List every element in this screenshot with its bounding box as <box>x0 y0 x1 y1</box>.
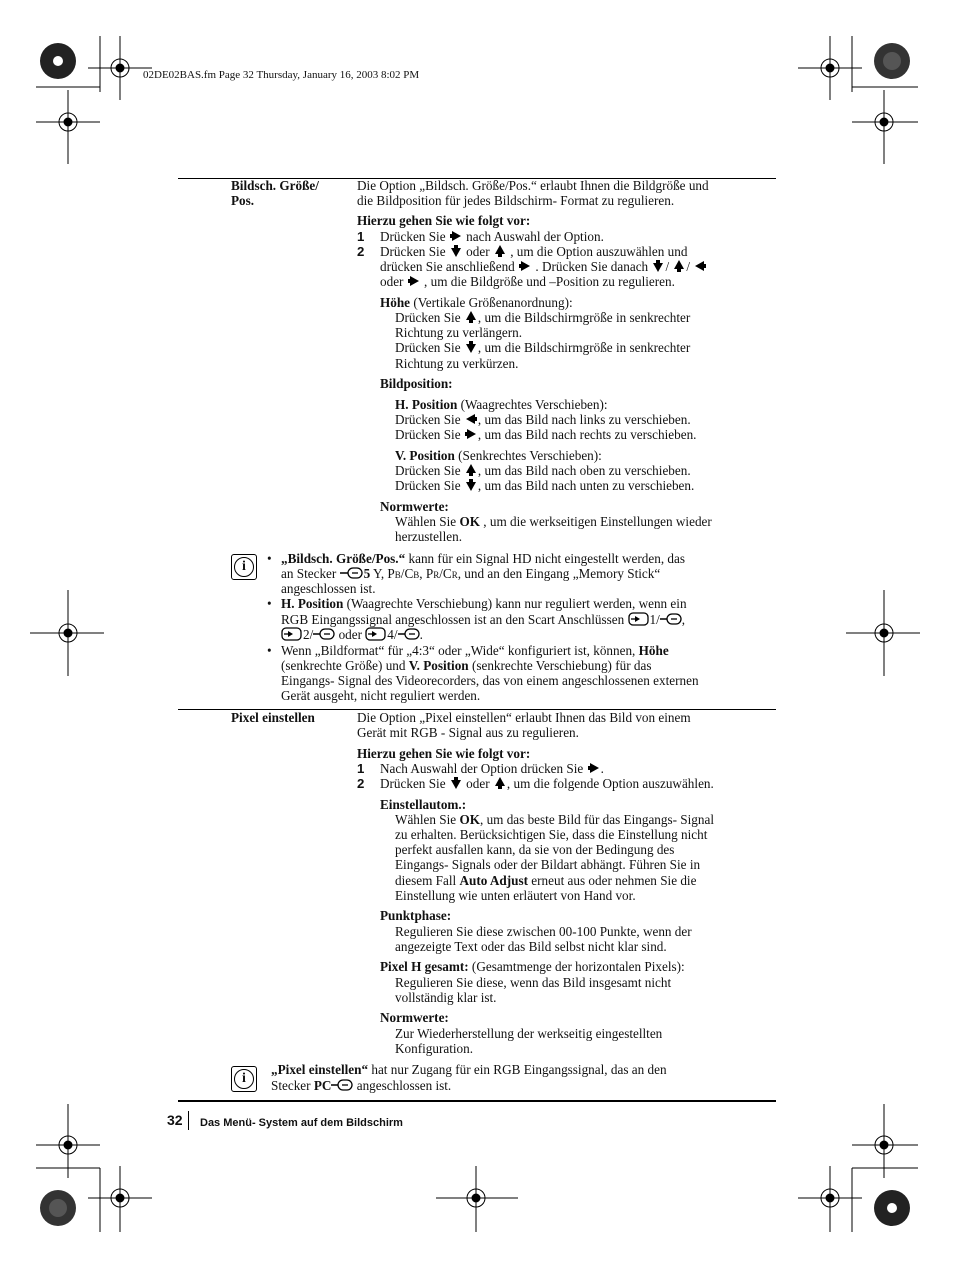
hoehe-text: Richtung zu verkürzen. <box>395 356 519 371</box>
connector-icon <box>313 628 335 643</box>
note-text: RGB Eingangssignal angeschlossen ist an den Scart Anschlüssen 1/ , <box>281 612 685 630</box>
arrow-left-icon <box>693 259 707 276</box>
hoehe-text: Drücken Sie , um die Bildschirmgröße in senkrechter <box>395 340 690 358</box>
hpos-heading: H. Position (Waagrechtes Verschieben): <box>395 397 608 412</box>
step-number: 2 <box>357 776 365 791</box>
pixel-h-text: Regulieren Sie diese, wenn das Bild insgesamt nicht <box>395 975 672 990</box>
scart-in-icon <box>365 627 387 644</box>
step-text: Drücken Sie oder , um die folgende Option auszuwählen. <box>380 776 714 794</box>
pixel-h-text: vollständig klar ist. <box>395 990 497 1005</box>
arrow-down-icon <box>464 478 478 495</box>
note-text: angeschlossen ist. <box>281 581 376 596</box>
page-number: 32 <box>167 1112 183 1128</box>
intro-text: Gerät mit RGB - Signal aus zu regulieren. <box>357 725 579 740</box>
vpos-text: Drücken Sie , um das Bild nach unten zu verschieben. <box>395 478 694 496</box>
normwerte-heading: Normwerte: <box>380 1010 449 1025</box>
section-label: Pos. <box>231 193 255 208</box>
note-bullet: • <box>267 551 272 566</box>
normwerte-text: herzustellen. <box>395 529 463 544</box>
intro-text: Die Option „Pixel einstellen“ erlaubt Ihnen das Bild von einem <box>357 710 691 725</box>
arrow-right-icon <box>464 427 478 444</box>
footer-title: Das Menü- System auf dem Bildschirm <box>200 1117 403 1129</box>
einstellautom-text: perfekt ausfallen kann, da sie von der Bedingung des <box>395 842 675 857</box>
normwerte-heading: Normwerte: <box>380 499 449 514</box>
step-text: oder , um die Bildgröße und –Position zu regulieren. <box>380 274 675 292</box>
footer-rule <box>178 1100 776 1102</box>
einstellautom-text: diesem Fall Auto Adjust erneut aus oder nehmen Sie die <box>395 873 697 888</box>
einstellautom-text: Wählen Sie OK, um das beste Bild für das Eingangs- Signal <box>395 812 715 827</box>
scart-in-icon <box>281 627 303 644</box>
note-text: H. Position (Waagrechte Verschiebung) kann nur reguliert werden, wenn ein <box>281 596 687 611</box>
normwerte-text: Konfiguration. <box>395 1041 474 1056</box>
hpos-text: Drücken Sie , um das Bild nach links zu verschieben. <box>395 412 691 430</box>
step-number: 2 <box>357 244 365 259</box>
note-bullet: • <box>267 596 272 611</box>
howto-heading: Hierzu gehen Sie wie folgt vor: <box>357 746 531 761</box>
howto-heading: Hierzu gehen Sie wie folgt vor: <box>357 213 531 228</box>
einstellautom-text: zu erhalten. Berücksichtigen Sie, dass die Einstellung nicht <box>395 827 708 842</box>
section-label: Bildsch. Größe/ <box>231 178 319 193</box>
hoehe-text: Richtung zu verlängern. <box>395 325 523 340</box>
section-label: Pixel einstellen <box>231 710 315 725</box>
arrow-right-icon <box>407 274 421 291</box>
pixel-h-heading: Pixel H gesamt: (Gesamtmenge der horizontalen Pixels): <box>380 959 685 974</box>
note-text: Gerät ausgeht, nicht reguliert werden. <box>281 688 481 703</box>
punktphase-text: angezeigte Text oder das Bild selbst nicht klar sind. <box>395 939 667 954</box>
step-number: 1 <box>357 229 365 244</box>
connector-icon <box>660 613 682 628</box>
arrow-up-icon <box>493 776 507 793</box>
normwerte-text: Zur Wiederherstellung der werkseitig eingestellten <box>395 1026 663 1041</box>
scart-in-icon <box>628 612 650 629</box>
einstellautom-text: Einstellung wie unten erläutert von Hand vor. <box>395 888 636 903</box>
step-text: Drücken Sie oder , um die Option auszuwählen und <box>380 244 687 262</box>
info-icon: i <box>231 1066 257 1092</box>
note-text: an Stecker 5 Y, PB/CB, PR/CR, und an den Eingang „Memory Stick“ <box>281 566 661 581</box>
step-text: drücken Sie anschließend . Drücken Sie danach / / <box>380 259 707 277</box>
note-text: 2/ oder 4/ . <box>281 627 423 645</box>
hoehe-heading: Höhe (Vertikale Größenanordnung): <box>380 295 573 310</box>
info-icon: i <box>231 554 257 580</box>
arrow-down-icon <box>464 340 478 357</box>
step-text: Drücken Sie nach Auswahl der Option. <box>380 229 604 247</box>
note-text: Eingangs- Signal des Videorecorders, das von einem angeschlossenen externen <box>281 673 699 688</box>
note-text: „Bildsch. Größe/Pos.“ kann für ein Signal HD nicht eingestellt werden, das <box>281 551 685 566</box>
step-number: 1 <box>357 761 365 776</box>
footer-divider <box>188 1111 189 1130</box>
hoehe-text: Drücken Sie , um die Bildschirmgröße in senkrechter <box>395 310 690 328</box>
intro-text: die Bildposition für jedes Bildschirm- Format zu regulieren. <box>357 193 675 208</box>
normwerte-text: Wählen Sie OK , um die werkseitigen Einstellungen wieder <box>395 514 712 529</box>
note-bullet: • <box>267 643 272 658</box>
connector-icon <box>331 1079 353 1094</box>
einstellautom-heading: Einstellautom.: <box>380 797 467 812</box>
einstellautom-text: Eingangs- Signals oder der Bildart abhängt. Führen Sie in <box>395 857 701 872</box>
note-text: (senkrechte Größe) und V. Position (senkrechte Verschiebung) für das <box>281 658 652 673</box>
vpos-heading: V. Position (Senkrechtes Verschieben): <box>395 448 602 463</box>
step-text: Nach Auswahl der Option drücken Sie . <box>380 761 604 779</box>
punktphase-text: Regulieren Sie diese zwischen 00-100 Punkte, wenn der <box>395 924 692 939</box>
file-header: 02DE02BAS.fm Page 32 Thursday, January 16, 2003 8:02 PM <box>143 69 420 81</box>
vpos-text: Drücken Sie , um das Bild nach oben zu verschieben. <box>395 463 691 481</box>
connector-icon <box>398 628 420 643</box>
arrow-down-icon <box>449 776 463 793</box>
note-text: Stecker PC angeschlossen ist. <box>271 1078 452 1093</box>
punktphase-heading: Punktphase: <box>380 908 452 923</box>
bildposition-heading: Bildposition: <box>380 376 453 391</box>
hpos-text: Drücken Sie , um das Bild nach rechts zu verschieben. <box>395 427 696 445</box>
note-text: „Pixel einstellen“ hat nur Zugang für ein RGB Eingangssignal, das an den <box>271 1062 667 1077</box>
note-text: Wenn „Bildformat“ für „4:3“ oder „Wide“ konfiguriert ist, können, Höhe <box>281 643 669 658</box>
intro-text: Die Option „Bildsch. Größe/Pos.“ erlaubt Ihnen die Bildgröße und <box>357 178 709 193</box>
